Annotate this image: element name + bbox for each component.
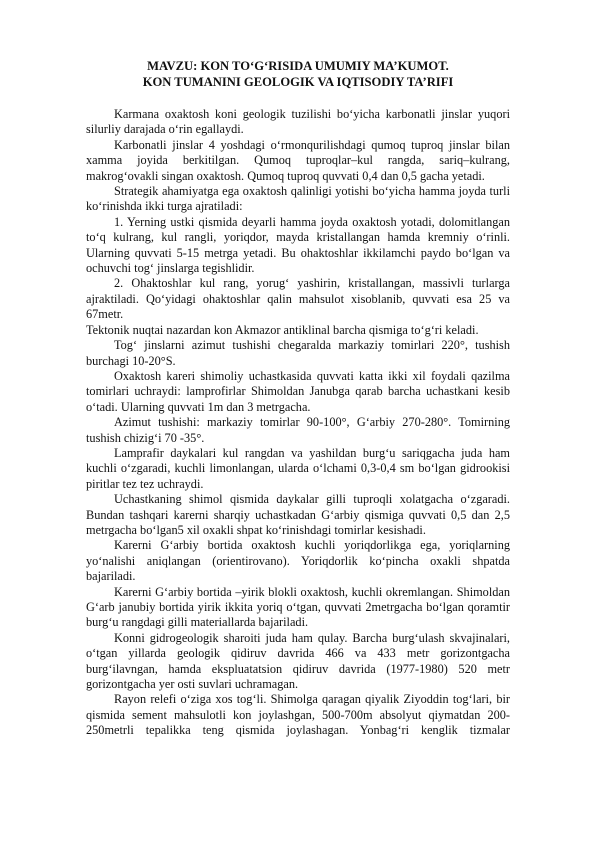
- document-title-line-2: KON TUMANINI GEOLOGIK VA IQTISODIY TA’RIFI: [142, 75, 454, 89]
- paragraph-11: Uchastkaning shimol qismida daykalar gilli tuproqli xolatgacha o‘zgaradi. Bundan tashqari karerni sharqiy uchastkadan G‘arbiy qismiga quvvati 0,5 dan 2,5 metrgacha bo‘lgan5 xil oxakli shpat ko‘rinishdagi tomirlar kesishadi.: [86, 492, 510, 537]
- paragraph-8: Oxaktosh kareri shimoliy uchastkasida quvvati katta ikki xil foydali qazilma tomirlari uchraydi: lamprofirlar Shimoldan Janubga qarab barcha uchastkani kesib o‘tadi. Ularning quvvati 1m dan 3 metrgacha.: [86, 368, 510, 414]
- paragraph-13: Karerni G‘arbiy bortida –yirik blokli oxaktosh, kuchli okremlangan. Shimoldan G‘arb janubiy bortida yirik ikkita yoriq o‘tgan, quvvati 2metrgacha bo‘lgan qoramtir burg‘u rangdagi gilli materiallarda bajariladi.: [86, 584, 510, 630]
- paragraph-3: Strategik ahamiyatga ega oxaktosh qalinligi yotishi bo‘yicha hamma joyda turli ko‘rinishda ikki turga ajratiladi:: [86, 184, 510, 214]
- paragraph-7: Tog‘ jinslarni azimut tushishi chegaralda markaziy tomirlari 220°, tushish burchagi 10-20°S.: [86, 338, 510, 368]
- paragraph-15: Rayon relefi o‘ziga xos tog‘li. Shimolga qaragan qiyalik Ziyoddin tog‘lari, bir qismida sement mahsulotli kon joylashgan, 500-700m absolyut qiymatdan 200-250metrli tepalikka teng qismida joylashagan. Yonbag‘ri kenglik tizmalar: [86, 692, 510, 738]
- document-title-line-1: MAVZU: KON TO‘G‘RISIDA UMUMIY MA’KUMOT.: [147, 59, 449, 73]
- paragraph-9: Azimut tushishi: markaziy tomirlar 90-100°, G‘arbiy 270-280°. Tomirning tushish chizig‘i 70 -35°.: [86, 415, 510, 445]
- paragraph-1: Karmana oxaktosh koni geologik tuzilishi bo‘yicha karbonatli jinslar yuqori silurliy darajada o‘rin egallaydi.: [86, 107, 510, 137]
- paragraph-6: Tektonik nuqtai nazardan kon Akmazor antiklinal barcha qismiga to‘g‘ri keladi.: [86, 322, 479, 337]
- paragraph-2: Karbonatli jinslar 4 yoshdagi o‘rmonqurilishdagi qumoq tuproq jinslar bilan xamma joyida berkitilgan. Qumoq tuproqlar–kul rangda, sariq–kulrang, makrog‘ovakli singan oxaktosh. Qumoq tuproq quvvati 0,4 dan 0,5 gacha yetadi.: [86, 137, 510, 183]
- paragraph-10: Lamprafir daykalari kul rangdan va yashildan burg‘u sariqgacha juda ham kuchli o‘zgaradi, kuchli limonlangan, ularda o‘lchami 0,3-0,4 sm bo‘lgan gidrookisi piritlar tez tez uchraydi.: [86, 445, 510, 491]
- paragraph-12: Karerni G‘arbiy bortida oxaktosh kuchli yoriqdorlikga ega, yoriqlarning yo‘nalishi aniqlangan (orientirovano). Yoriqdorlik ko‘pincha oxakli shpatda bajariladi.: [86, 538, 510, 584]
- document-body: [86, 107, 510, 739]
- paragraph-4: 1. Yerning ustki qismida deyarli hamma joyda oxaktosh yotadi, dolomitlangan to‘q kulrang, kul rangli, yoriqdor, mayda kristallangan hamda kremniy o‘rinli. Ularning quvvati 5-15 metrga yetadi. Bu ohaktoshlar ikkilamchi paydo bo‘lgan va ochuvchi tog‘ jinslarga tegishlidir.: [86, 214, 510, 276]
- paragraph-14: Konni gidrogeologik sharoiti juda ham qulay. Barcha burg‘ulash skvajinalari, o‘tgan yillarda geologik qidiruv davrida 466 va 433 metr gorizontgacha burg‘ilavngan, hamda ekspluatatsion qidiruv davrida (1977-1980) 520 metr gorizontgacha yer osti suvlari uchramagan.: [86, 630, 510, 692]
- paragraph-5: 2. Ohaktoshlar kul rang, yorug‘ yashirin, kristallangan, massivli turlarga ajraktiladi. Qo‘yidagi ohaktoshlar qalin mahsulot xisoblanib, quvvati esa 25 va 67metr.: [86, 276, 510, 322]
